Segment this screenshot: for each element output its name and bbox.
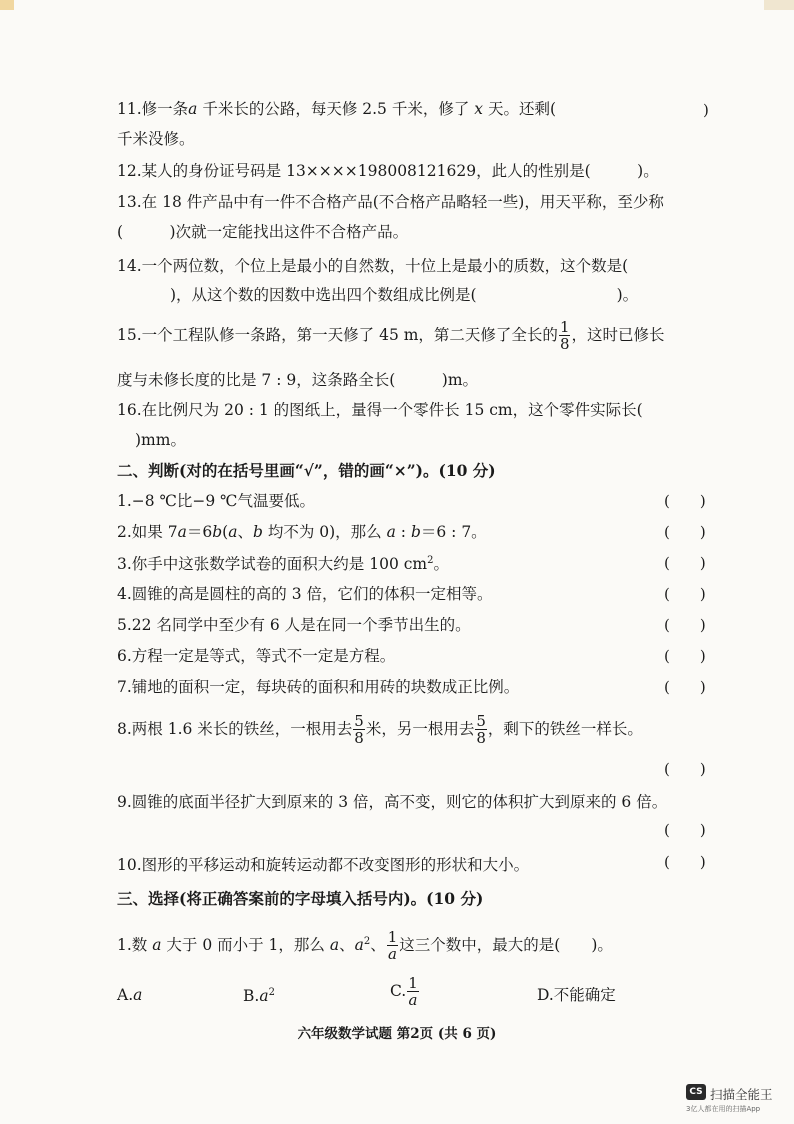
answer-paren: ( ) (664, 523, 706, 541)
question-12: 12.某人的身份证号码是 13××××198008121629，此人的性别是( )。 (117, 162, 659, 180)
question-11-cont: 千米没修。 (117, 130, 195, 148)
fraction: $\frac{5}{8}$ (476, 712, 486, 747)
question-15: 15.一个工程队修一条路，第一天修了 45 m，第二天修了全长的 $\frac{1}{8}$ ，这时已修长 (117, 318, 665, 353)
answer-paren: ( ) (664, 821, 706, 839)
answer-paren: ( ) (664, 647, 706, 665)
judge-item-9: 9.圆锥的底面半径扩大到原来的 3 倍，高不变，则它的体积扩大到原来的 6 倍。 (117, 793, 668, 811)
judge-item-6: 6.方程一定是等式，等式不一定是方程。 (117, 647, 396, 665)
question-13: 13.在 18 件产品中有一件不合格产品(不合格产品略轻一些)，用天平称，至少称 (117, 193, 664, 211)
question-14-cont: )，从这个数的因数中选出四个数组成比例是( )。 (170, 286, 639, 304)
answer-blank-close: ) (703, 101, 709, 119)
answer-paren: ( ) (664, 678, 706, 696)
camscanner-logo-icon: CS (686, 1084, 706, 1100)
scan-edge-mark (764, 0, 794, 10)
option-d: D.不能确定 (537, 986, 616, 1004)
question-15-cont: 度与未修长度的比是 7 : 9，这条路全长( )m。 (117, 371, 479, 389)
watermark-title: 扫描全能王 (710, 1087, 773, 1102)
answer-paren: ( ) (664, 492, 706, 510)
option-a: A.a (117, 986, 143, 1004)
answer-paren: ( ) (664, 585, 706, 603)
judge-item-10: 10.图形的平移运动和旋转运动都不改变图形的形状和大小。 (117, 856, 530, 874)
judge-item-7: 7.铺地的面积一定，每块砖的面积和用砖的块数成正比例。 (117, 678, 520, 696)
question-16-cont: )mm。 (135, 431, 186, 449)
option-b: $B.a^2$ (243, 987, 275, 1006)
judge-item-3: 3.你手中这张数学试卷的面积大约是 100 $cm^2$。 (117, 555, 449, 574)
question-14: 14.一个两位数，个位上是最小的自然数，十位上是最小的质数，这个数是( (117, 257, 629, 275)
answer-paren: ( ) (664, 760, 706, 778)
section-3-title: 三、选择(将正确答案前的字母填入括号内)。(10 分) (117, 889, 484, 908)
answer-paren: ( ) (664, 853, 706, 871)
choice-question-1: 1.数 a 大于 0 而小于 1，那么 a、$a^2$、 $\frac{1}{a}$ 这三个数中，最大的是( )。 (117, 928, 613, 963)
fraction: $\frac{5}{8}$ (354, 712, 364, 747)
watermark-subtitle: 3亿人都在用的扫描App (686, 1105, 761, 1113)
question-16: 16.在比例尺为 20 : 1 的图纸上，量得一个零件长 15 cm，这个零件实际长( (117, 401, 643, 419)
judge-item-2: 2.如果 7a＝6b(a、b 均不为 0)，那么 a : b＝6 : 7。 (117, 523, 487, 541)
answer-paren: ( ) (664, 616, 706, 634)
judge-item-1: 1.−8 ℃比−9 ℃气温要低。 (117, 492, 316, 510)
answer-paren: ( ) (664, 554, 706, 572)
judge-item-8: 8.两根 1.6 米长的铁丝，一根用去 $\frac{5}{8}$ 米，另一根用去 $\frac{5}{8}$ ，剩下的铁丝一样长。 (117, 712, 643, 747)
fraction: $\frac{1}{8}$ (559, 318, 570, 353)
judge-item-4: 4.圆锥的高是圆柱的高的 3 倍，它们的体积一定相等。 (117, 585, 493, 603)
scan-edge-mark (0, 0, 14, 10)
fraction: $\frac{1}{a}$ (387, 928, 398, 963)
option-c: C. $\frac{1}{a}$ (390, 974, 418, 1009)
question-13-cont: ( )次就一定能找出这件不合格产品。 (117, 223, 409, 241)
section-2-title: 二、判断(对的在括号里画“√”，错的画“×”)。(10 分) (117, 461, 496, 480)
judge-item-5: 5.22 名同学中至少有 6 人是在同一个季节出生的。 (117, 616, 471, 634)
question-11: 11.修一条a 千米长的公路，每天修 2.5 千米，修了 x 天。还剩( (117, 100, 556, 118)
page-footer: 六年级数学试题 第2页 (共 6 页) (297, 1026, 497, 1042)
fraction: $\frac{1}{a}$ (408, 974, 418, 1009)
